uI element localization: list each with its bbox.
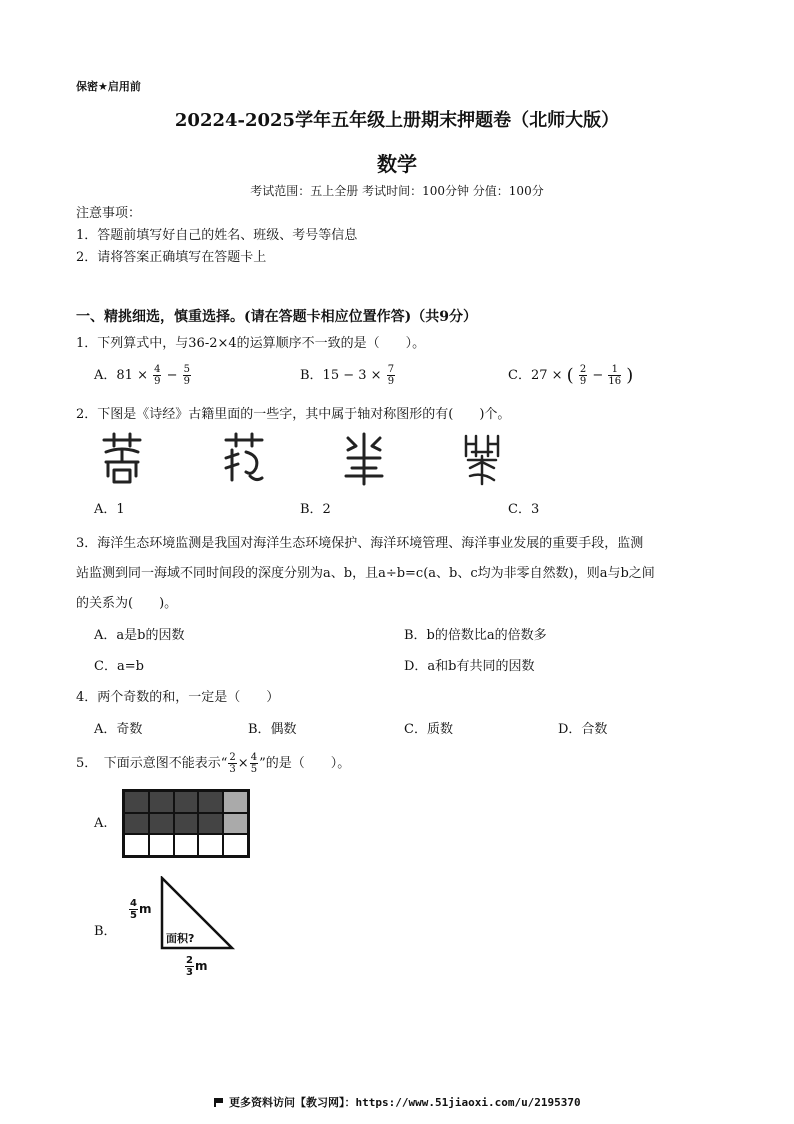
q5-option-a-label: A. — [94, 816, 108, 831]
section-1-title: 一、精挑细选，慎重选择。(请在答题卡相应位置作答)（共9分） — [76, 309, 477, 325]
q4-option-b: B．偶数 — [248, 722, 297, 737]
q5-stem: 5． 下面示意图不能表示“ $\frac{2}{3}$ × $\frac{4}{5}$ ”的是（ ）。 — [76, 752, 351, 775]
q1-option-b: B．15 − 3 × $\frac{7}{9}$ — [300, 364, 395, 387]
q4-option-a: A．奇数 — [94, 722, 143, 737]
q4-option-d: D．合数 — [558, 722, 608, 737]
secret-label: 保密★启用前 — [76, 80, 141, 93]
exam-info: 考试范围：五上全册 考试时间：100分钟 分值：100分 — [250, 184, 544, 198]
q2-stem: 2．下图是《诗经》古籍里面的一些字，其中属于轴对称图形的有( )个。 — [76, 407, 511, 422]
seal-glyph-3-icon — [342, 432, 386, 486]
seal-glyph-4-icon — [460, 432, 504, 486]
q1-stem: 1．下列算式中，与36-2×4的运算顺序不一致的是（ ）。 — [76, 336, 426, 351]
seal-glyph-1-icon — [100, 432, 144, 486]
q1-option-a: A．81 × $\frac{4}{9}$ − $\frac{5}{9}$ — [94, 364, 191, 387]
q2-option-c: C．3 — [508, 502, 540, 517]
paper-title: 20224-2025学年五年级上册期末押题卷（北师大版） — [174, 110, 620, 131]
notice-item-2: 2．请将答案正确填写在答题卡上 — [76, 250, 267, 265]
flag-icon — [214, 1098, 224, 1107]
q3-line-3: 的关系为( )。 — [76, 596, 178, 611]
footer-link[interactable]: 更多资料访问【教习网】：https://www.51jiaoxi.com/u/2195370 — [214, 1094, 581, 1110]
q4-stem: 4．两个奇数的和，一定是（ ） — [76, 690, 280, 705]
q2-option-b: B．2 — [300, 502, 331, 517]
q5-option-b-label: B． — [94, 924, 117, 939]
subject-title: 数学 — [377, 152, 417, 176]
q3-line-1: 3．海洋生态环境监测是我国对海洋生态环境保护、海洋环境管理、海洋事业发展的重要手段，监测 — [76, 536, 644, 551]
notice-item-1: 1．答题前填写好自己的姓名、班级、考号等信息 — [76, 228, 358, 243]
q1-option-c: C．27 × ( $\frac{2}{9}$ − $\frac{1}{16}$ ) — [508, 364, 634, 387]
triangle-area-label: 面积? — [166, 932, 195, 945]
q3-option-d: D．a和b有共同的因数 — [404, 659, 535, 674]
q3-option-a: A．a是b的因数 — [94, 628, 185, 643]
q2-option-a: A．1 — [94, 502, 125, 517]
triangle-base-label: $\frac{2}{3}$ m — [186, 955, 208, 978]
q3-option-b: B．b的倍数比a的倍数多 — [404, 628, 547, 643]
q3-line-2: 站监测到同一海域不同时间段的深度分别为a、b，且a÷b=c(a、b、c均为非零自然数)，则a与b之间 — [76, 566, 655, 581]
triangle-side-label: $\frac{4}{5}$ m — [130, 898, 152, 921]
q3-option-c: C．a=b — [94, 659, 144, 674]
q5-option-a-grid — [122, 789, 250, 858]
q4-option-c: C．质数 — [404, 722, 453, 737]
seal-glyph-2-icon — [222, 432, 266, 486]
notice-title: 注意事项： — [76, 206, 142, 221]
